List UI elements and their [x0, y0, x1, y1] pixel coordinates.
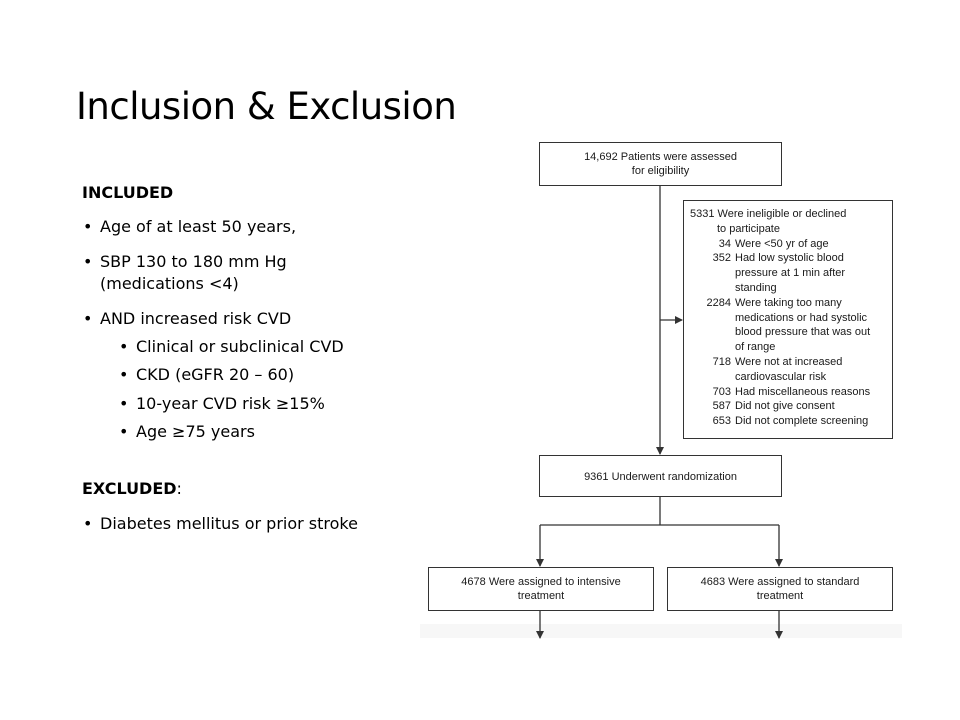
assessed-box: [539, 142, 782, 186]
exclusion-reason-count: 653: [712, 415, 731, 428]
standard-box: [667, 567, 893, 611]
included-item-sbp-note: (medications <4): [100, 274, 239, 293]
bullet-dot: •: [83, 309, 93, 328]
exclusion-reason-text: Were <50 yr of age: [735, 237, 829, 250]
exclusion-reason-text: standing: [735, 282, 777, 294]
randomization-label: 9361 Underwent randomization: [584, 471, 737, 483]
bullet-dot: •: [119, 394, 129, 413]
excluded-total-line: 5331 Were ineligible or declined: [690, 208, 847, 220]
excluded-total-line: to participate: [717, 222, 780, 235]
included-subitem-clinical-cvd: Clinical or subclinical CVD: [136, 337, 344, 356]
exclusion-reason-count: 718: [712, 356, 731, 368]
intensive-line: 4678 Were assigned to intensive: [461, 576, 621, 588]
exclusion-reason-text: of range: [735, 341, 776, 354]
exclusion-reason-text: blood pressure that was out: [735, 326, 871, 339]
standard-line: 4683 Were assigned to standard: [700, 576, 860, 588]
exclusion-reason-text: Were not at increased: [735, 356, 843, 368]
included-subitem-cvd-risk: 10-year CVD risk ≥15%: [136, 394, 325, 413]
intensive-box: [428, 567, 654, 611]
exclusion-reason-text: Were taking too many: [735, 296, 842, 309]
included-item-cvd-risk: AND increased risk CVD: [100, 309, 292, 328]
slide-title: Inclusion & Exclusion: [76, 85, 457, 128]
standard-line: treatment: [756, 590, 804, 602]
randomization-box: [539, 455, 782, 497]
exclusion-reason-text: pressure at 1 min after: [735, 267, 846, 280]
bullet-dot: •: [83, 217, 93, 236]
exclusion-reason-text: Had low systolic blood: [735, 252, 844, 265]
assessed-line: for eligibility: [631, 165, 690, 177]
exclusion-reason-count: 703: [712, 385, 731, 398]
exclusion-reason-count: 34: [718, 237, 731, 250]
exclusion-reason-text: cardiovascular risk: [735, 370, 827, 383]
exclusion-reason-text: Had miscellaneous reasons: [735, 385, 871, 398]
exclusion-reason-count: 587: [712, 400, 731, 413]
included-item-sbp: SBP 130 to 180 mm Hg: [100, 252, 287, 271]
excluded-box: [683, 200, 893, 439]
bullet-dot: •: [119, 337, 129, 356]
exclusion-reason-count: 352: [712, 252, 731, 265]
exclusion-reason-text: Did not complete screening: [735, 415, 869, 428]
excluded-heading-colon: :: [176, 479, 182, 498]
exclusion-reason-text: medications or had systolic: [735, 311, 868, 324]
included-item-age: Age of at least 50 years,: [100, 217, 297, 236]
excluded-heading: EXCLUDED: [82, 479, 177, 498]
exclusion-reason-text: Did not give consent: [735, 400, 835, 413]
bullet-dot: •: [119, 422, 129, 441]
exclusion-reason-count: 2284: [706, 296, 731, 309]
bullet-dot: •: [83, 252, 93, 271]
bullet-dot: •: [83, 514, 93, 533]
included-subitem-age-75: Age ≥75 years: [136, 422, 255, 441]
excluded-item-diabetes-stroke: Diabetes mellitus or prior stroke: [100, 514, 358, 533]
intensive-line: treatment: [517, 590, 565, 602]
included-heading: INCLUDED: [82, 183, 174, 202]
assessed-line: 14,692 Patients were assessed: [584, 151, 737, 163]
included-subitem-ckd: CKD (eGFR 20 – 60): [136, 365, 295, 384]
bullet-dot: •: [119, 365, 129, 384]
